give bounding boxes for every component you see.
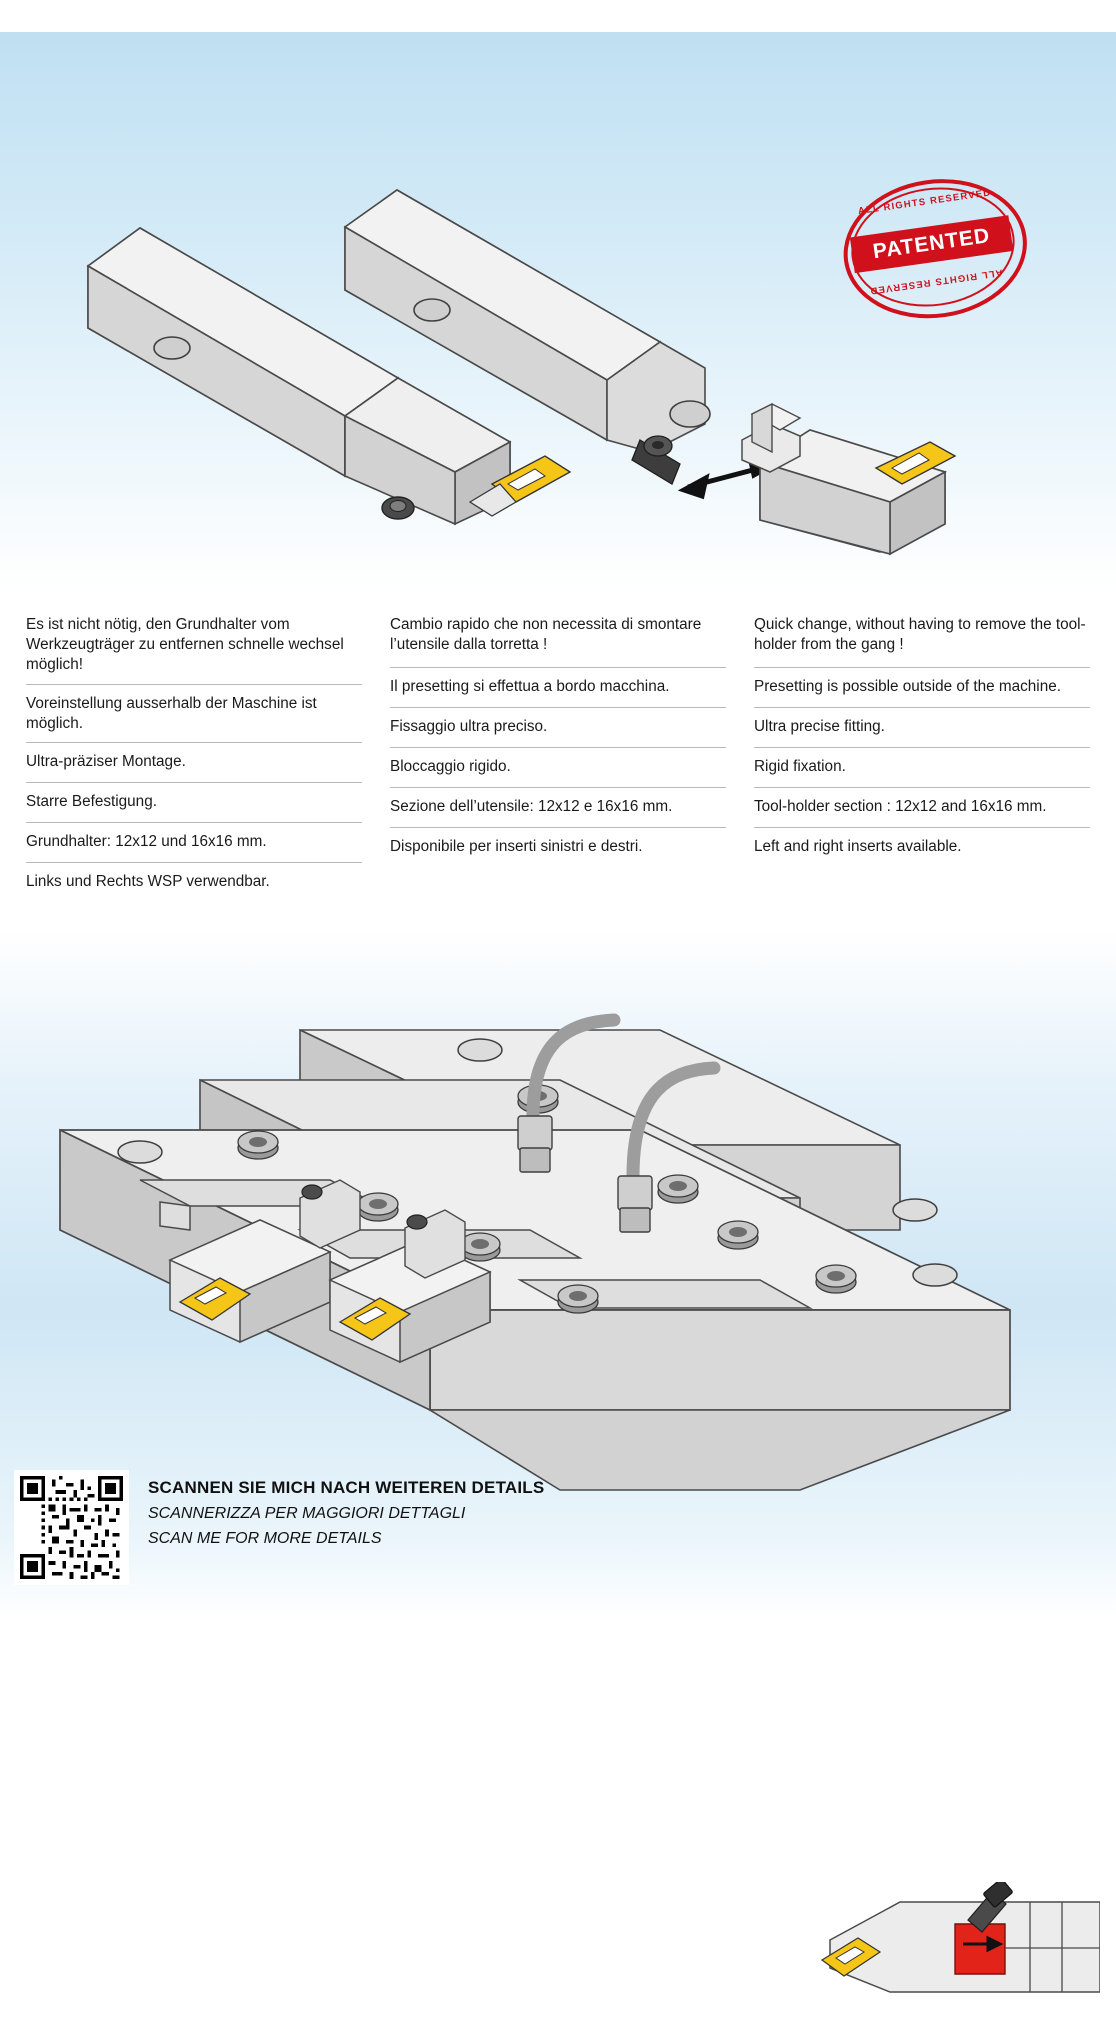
stamp-label: PATENTED (871, 224, 992, 264)
feature-item: Rigid fixation. (754, 748, 1090, 788)
detachable-head (742, 404, 955, 554)
features-column-italian (376, 606, 740, 902)
feature-item: Left and right inserts available. (754, 838, 962, 855)
scan-line-de: SCANNEN SIE MICH NACH WEITEREN DETAILS (148, 1478, 545, 1497)
feature-item: Starre Befestigung. (26, 783, 362, 823)
patented-stamp (828, 160, 1037, 335)
features-table (0, 606, 1116, 916)
stamp-arc-top: ALL RIGHTS RESERVED (857, 187, 992, 218)
feature-item: Bloccaggio rigido. (390, 748, 726, 788)
scan-line-it: SCANNERIZZA PER MAGGIORI DETTAGLI (148, 1505, 466, 1522)
feature-item: Il presetting si effettua a bordo macchina. (390, 668, 726, 708)
clamping-detail-inset (800, 1882, 1100, 2022)
feature-item: Disponibile per inserti sinistri e destri. (390, 838, 643, 855)
feature-item: Presetting is possible outside of the machine. (754, 668, 1090, 708)
features-column-english (740, 606, 1104, 902)
feature-item: Quick change, without having to remove the tool-holder from the gang ! (754, 606, 1090, 668)
feature-item: Tool-holder section : 12x12 and 16x16 mm. (754, 788, 1090, 828)
feature-item: Fissaggio ultra preciso. (390, 708, 726, 748)
feature-item: Voreinstellung ausserhalb der Maschine ist möglich. (26, 685, 362, 743)
feature-item: Es ist nicht nötig, den Grundhalter vom Werkzeugträger zu entfernen schnelle wechsel möglich! (26, 606, 362, 685)
feature-item: Ultra precise fitting. (754, 708, 1090, 748)
locking-screw (632, 436, 680, 484)
scan-line-en: SCAN ME FOR MORE DETAILS (148, 1530, 382, 1547)
qr-code-icon[interactable] (20, 1476, 123, 1579)
feature-item: Sezione dell’utensile: 12x12 e 16x16 mm. (390, 788, 726, 828)
feature-item: Ultra-präziser Montage. (26, 743, 362, 783)
clamp-highlight (955, 1924, 1005, 1974)
features-column-german (12, 606, 376, 902)
top-illustration-panel (0, 32, 1116, 592)
feature-item: Cambio rapido che non necessita di smontare l’utensile dalla torretta ! (390, 606, 726, 668)
scan-instructions (148, 1478, 748, 1548)
qr-code-block[interactable] (14, 1470, 129, 1585)
stamp-arc-bottom: ALL RIGHTS RESERVED (868, 266, 1004, 297)
feature-item: Grundhalter: 12x12 und 16x16 mm. (26, 823, 362, 863)
feature-item: Links und Rechts WSP verwendbar. (26, 872, 270, 890)
